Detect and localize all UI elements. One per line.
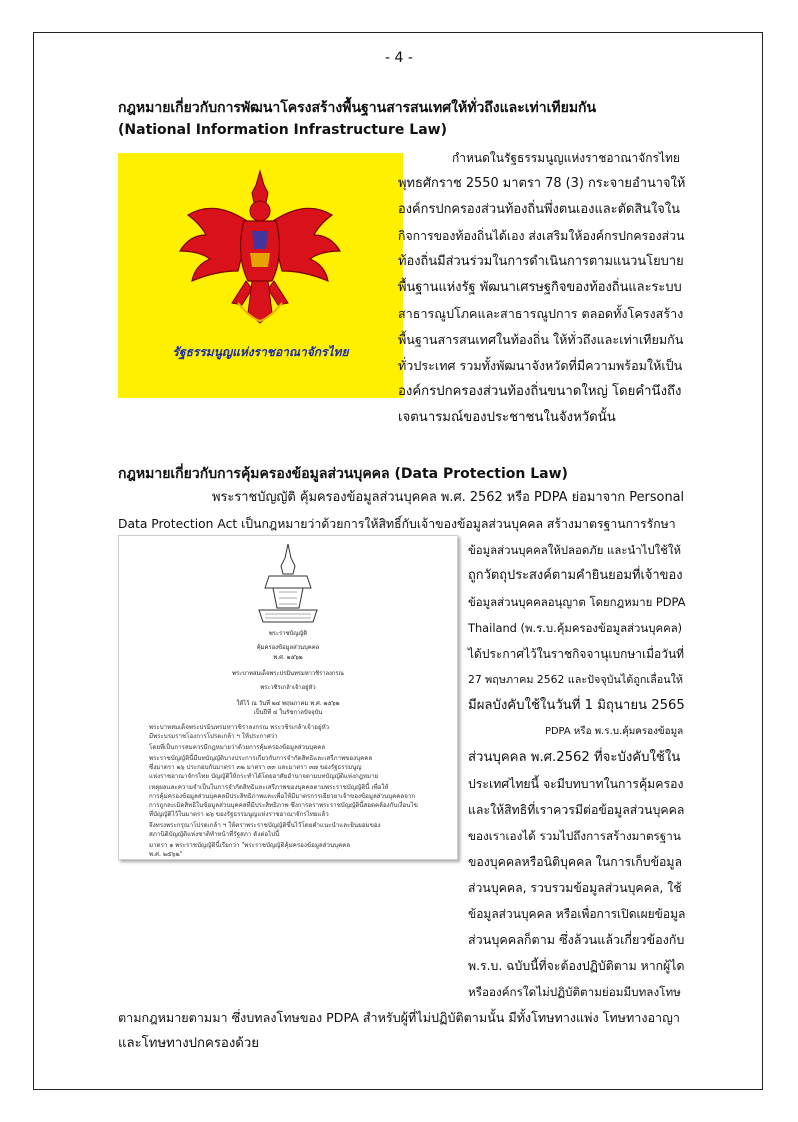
text-line: ได้ประกาศไว้ในราชกิจจานุเบกษาเมื่อวันที่ xyxy=(468,647,685,661)
text-line: และให้สิทธิที่เราควรมีต่อข้อมูลส่วนบุคคล xyxy=(468,803,685,817)
text-line: Data Protection Act เป็นกฎหมายว่าด้วยการให้สิทธิ์กับเจ้าของข้อมูลส่วนบุคคล สร้างมาตรฐานการรักษา xyxy=(118,517,676,531)
text-line: ทั่วประเทศ รวมทั้งพัฒนาจังหวัดที่มีความพร้อมให้เป็น xyxy=(398,358,683,373)
section1-subheading: (National Information Infrastructure Law) xyxy=(118,122,447,138)
text-line: มีผลบังคับใช้ในวันที่ 1 มิถุนายน 2565 xyxy=(468,698,685,713)
text-line: PDPA หรือ พ.ร.บ.คุ้มครองข้อมูล xyxy=(545,726,684,737)
doc-body-line: สภานิติบัญญัติแห่งชาติทำหน้าที่รัฐสภา ดังต่อไปนี้ xyxy=(149,831,280,838)
doc-body-line: เหตุผลและความจำเป็นในการจำกัดสิทธิและเสรีภาพของบุคคลตามพระราชบัญญัตินี้ เพื่อให้ xyxy=(149,784,389,791)
text-line: ของบุคคลหรือนิติบุคคล ในการเก็บข้อมูล xyxy=(468,855,683,869)
text-line: พระราชบัญญัติ คุ้มครองข้อมูลส่วนบุคคล พ.ศ. 2562 หรือ PDPA ย่อมาจาก Personal xyxy=(212,490,685,505)
text-line: สาธารณูปโภคและสาธารณูปการ ตลอดทั้งโครงสร้าง xyxy=(398,306,684,321)
doc-body-line: จึงทรงพระกรุณาโปรดเกล้า ฯ ให้ตราพระราชบัญญัติขึ้นไว้โดยคำแนะนำและยินยอมของ xyxy=(149,822,381,829)
text-line: กิจการของท้องถิ่นได้เอง ส่งเสริมให้องค์กรปกครองส่วน xyxy=(398,229,685,243)
doc-body-line: ที่บัญญัติไว้ในมาตรา ๒๖ ของรัฐธรรมนูญแห่งราชอาณาจักรไทยแล้ว xyxy=(149,811,329,818)
text-line: ตามกฎหมายตามมา ซึ่งบทลงโทษของ PDPA สำหรับผู้ที่ไม่ปฏิบัติตามนั้น มีทั้งโทษทางแพ่ง โทษทางอาญา xyxy=(118,1010,680,1025)
doc-body-line: โดยที่เป็นการสมควรมีกฎหมายว่าด้วยการคุ้มครองข้อมูลส่วนบุคคล xyxy=(149,744,326,751)
doc-year: พ.ศ. ๒๕๖๒ xyxy=(273,655,303,661)
text-line: พุทธศักราช 2550 มาตรา 78 (3) กระจายอำนาจให้ xyxy=(398,176,686,191)
royal-seal-icon xyxy=(119,536,457,636)
text-line: กำหนดในรัฐธรรมนูญแห่งราชอาณาจักรไทย xyxy=(452,151,680,165)
text-line: ท้องถิ่นมีส่วนร่วมในการดำเนินการตามแนวนโยบาย xyxy=(398,254,684,269)
text-line: ข้อมูลส่วนบุคคล หรือเพื่อการเปิดเผยข้อมูล xyxy=(468,907,686,921)
text-line: ของเราเองได้ รวมไปถึงการสร้างมาตรฐาน xyxy=(468,829,681,843)
doc-body-line: แห่งราชอาณาจักรไทย บัญญัติให้กระทำได้โดยอาศัยอำนาจตามบทบัญญัติแห่งกฎหมาย xyxy=(149,773,379,780)
doc-king-line2: พระวชิรเกล้าเจ้าอยู่หัว xyxy=(260,685,316,691)
doc-body-line: พระบาทสมเด็จพระปรมินทรมหาวชิราลงกรณ พระวชิรเกล้าเจ้าอยู่หัว xyxy=(149,724,330,731)
doc-reign-line: เป็นปีที่ ๔ ในรัชกาลปัจจุบัน xyxy=(253,710,323,716)
text-line: องค์กรปกครองส่วนท้องถิ่นขนาดใหญ่ โดยคำนึงถึง xyxy=(398,384,682,399)
text-line: พื้นฐานสารสนเทศในท้องถิ่น ให้ทั่วถึงและเท่าเทียมกัน xyxy=(398,332,684,347)
section1-heading: กฎหมายเกี่ยวกับการพัฒนาโครงสร้างพื้นฐานสารสนเทศให้ทั่วถึงและเท่าเทียมกัน xyxy=(118,100,597,116)
text-line: Thailand (พ.ร.บ.คุ้มครองข้อมูลส่วนบุคคล) xyxy=(468,621,683,635)
doc-body-line: พระราชบัญญัตินี้มีบทบัญญัติบางประการเกี่ยวกับการจำกัดสิทธิและเสรีภาพของบุคคล xyxy=(149,755,373,762)
text-line: ประเทศไทยนี้ จะมีบทบาทในการคุ้มครอง xyxy=(468,777,684,791)
text-line: หรือองค์กรใดไม่ปฏิบัติตามย่อมมีบทลงโทษ xyxy=(468,985,681,999)
section2-heading: กฎหมายเกี่ยวกับการคุ้มครองข้อมูลส่วนบุคคล (Data Protection Law) xyxy=(118,466,568,482)
text-line: ถูกวัตถุประสงค์ตามคำยินยอมที่เจ้าของ xyxy=(468,568,683,583)
page-number: - 4 - xyxy=(385,50,413,66)
doc-body-line: มาตรา ๑ พระราชบัญญัตินี้เรียกว่า "พระราชบัญญัติคุ้มครองข้อมูลส่วนบุคคล xyxy=(149,842,351,849)
text-line: ส่วนบุคคลก็ตาม ซึ่งล้วนแล้วเกี่ยวข้องกับ xyxy=(468,932,685,947)
text-line: และโทษทางปกครองด้วย xyxy=(118,1036,259,1051)
doc-subtitle: คุ้มครองข้อมูลส่วนบุคคล xyxy=(256,645,320,651)
doc-body-line: พ.ศ. ๒๕๖๒" xyxy=(149,851,183,858)
doc-body-line: การถูกละเมิดสิทธิในข้อมูลส่วนบุคคลที่มีประสิทธิภาพ ซึ่งการตราพระราชบัญญัตินี้สอดคล้องกับเงื่อนไข xyxy=(149,802,418,809)
text-line: ข้อมูลส่วนบุคคลให้ปลอดภัย และนำไปใช้ให้ xyxy=(468,543,681,557)
doc-body-line: มีพระบรมราชโองการโปรดเกล้า ฯ ให้ประกาศว่า xyxy=(149,733,278,740)
doc-title: พระราชบัญญัติ xyxy=(268,631,308,637)
pdpa-act-document-image xyxy=(118,535,458,860)
doc-date-line: ให้ไว้ ณ วันที่ ๒๔ พฤษภาคม พ.ศ. ๒๕๖๒ xyxy=(236,701,340,707)
text-line: พ.ร.บ. ฉบับนี้ที่จะต้องปฏิบัติตาม หากผู้ได xyxy=(468,959,685,973)
text-line: ส่วนบุคคล, รวบรวมข้อมูลส่วนบุคคล, ใช้ xyxy=(468,881,682,895)
text-line: ส่วนบุคคล พ.ศ.2562 ที่จะบังคับใช้ใน xyxy=(468,750,681,765)
text-line: เจตนารมณ์ของประชาชนในจังหวัดนั้น xyxy=(398,410,616,425)
text-line: องค์กรปกครองส่วนท้องถิ่นพึ่งตนเองและตัดสินใจใน xyxy=(398,202,680,217)
doc-body-line: ซึ่งมาตรา ๒๖ ประกอบกับมาตรา ๓๒ มาตรา ๓๓ และมาตรา ๓๗ ของรัฐธรรมนูญ xyxy=(149,764,362,771)
text-line: 27 พฤษภาคม 2562 และปัจจุบันได้ถูกเลื่อนให้ xyxy=(468,673,683,686)
emblem-caption: รัฐธรรมนูญแห่งราชอาณาจักรไทย xyxy=(172,345,349,359)
doc-king-line1: พระบาทสมเด็จพระปรมินทรมหาวชิราลงกรณ xyxy=(232,671,344,677)
text-line: พื้นฐานแห่งรัฐ พัฒนาเศรษฐกิจของท้องถิ่นและระบบ xyxy=(398,280,682,295)
doc-body-line: การคุ้มครองข้อมูลส่วนบุคคลมีประสิทธิภาพและเพื่อให้มีมาตรการเยียวยาเจ้าของข้อมูลส่วนบุคคลจาก xyxy=(149,793,416,800)
constitution-emblem-image xyxy=(118,153,403,398)
text-line: ข้อมูลส่วนบุคคลอนุญาต โดยกฎหมาย PDPA xyxy=(468,595,686,609)
